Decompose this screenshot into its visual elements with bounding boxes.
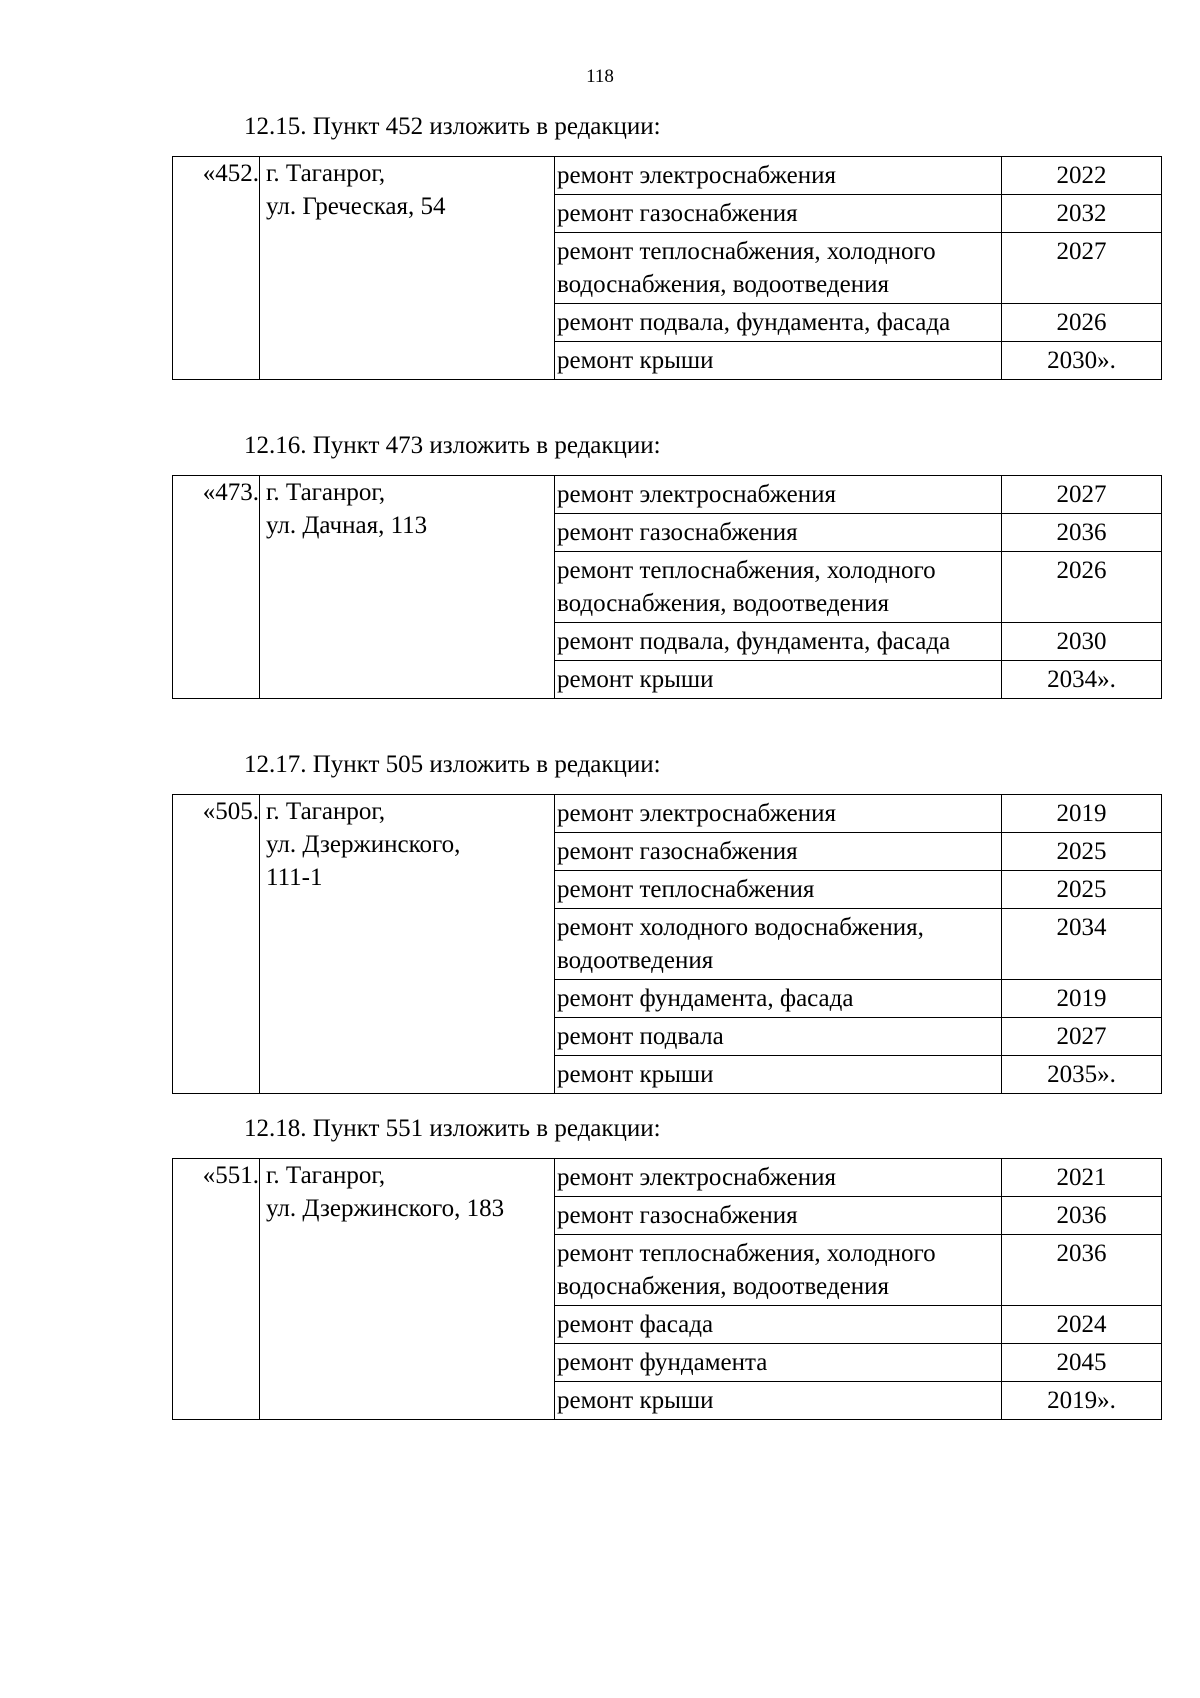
- year-cell: 2019: [1002, 980, 1162, 1018]
- address-line: ул. Дзержинского,: [266, 831, 461, 858]
- work-type-cell: ремонт теплоснабжения, холодного водоснабжения, водоотведения: [555, 1235, 1002, 1306]
- year-cell: 2019: [1002, 795, 1162, 833]
- work-type-cell: ремонт крыши: [555, 342, 1002, 380]
- amendment-section: [172, 112, 1149, 380]
- address-cell: [260, 1159, 555, 1420]
- amendment-table: [172, 475, 1162, 699]
- section-heading: 12.15. Пункт 452 изложить в редакции:: [244, 113, 661, 140]
- address-line: 111-1: [266, 864, 323, 891]
- year-cell: 2027: [1002, 476, 1162, 514]
- work-type-cell: ремонт электроснабжения: [555, 795, 1002, 833]
- table-row: [173, 157, 1162, 195]
- work-type-cell: ремонт газоснабжения: [555, 1197, 1002, 1235]
- work-type-cell: ремонт подвала: [555, 1018, 1002, 1056]
- year-cell: 2035».: [1002, 1056, 1162, 1094]
- work-type-cell: ремонт электроснабжения: [555, 1159, 1002, 1197]
- address-line: г. Таганрог,: [266, 1162, 386, 1189]
- address-cell: [260, 157, 555, 380]
- year-cell: 2022: [1002, 157, 1162, 195]
- address-line: ул. Греческая, 54: [266, 193, 446, 220]
- work-type-cell: ремонт подвала, фундамента, фасада: [555, 623, 1002, 661]
- section-heading: 12.16. Пункт 473 изложить в редакции:: [244, 432, 661, 459]
- table-row: [173, 795, 1162, 833]
- address-line: г. Таганрог,: [266, 479, 386, 506]
- year-cell: 2030: [1002, 623, 1162, 661]
- work-type-cell: ремонт фасада: [555, 1306, 1002, 1344]
- work-type-cell: ремонт электроснабжения: [555, 476, 1002, 514]
- year-cell: 2036: [1002, 1235, 1162, 1306]
- year-cell: 2025: [1002, 833, 1162, 871]
- section-heading: 12.18. Пункт 551 изложить в редакции:: [244, 1115, 661, 1142]
- year-cell: 2027: [1002, 233, 1162, 304]
- year-cell: 2024: [1002, 1306, 1162, 1344]
- amendment-table: [172, 156, 1162, 380]
- year-cell: 2030».: [1002, 342, 1162, 380]
- address-cell: [260, 476, 555, 699]
- work-type-cell: ремонт газоснабжения: [555, 833, 1002, 871]
- section-heading: 12.17. Пункт 505 изложить в редакции:: [244, 751, 661, 778]
- year-cell: 2019».: [1002, 1382, 1162, 1420]
- amendment-section: [172, 1114, 1149, 1420]
- year-cell: 2025: [1002, 871, 1162, 909]
- year-cell: 2036: [1002, 514, 1162, 552]
- year-cell: 2026: [1002, 552, 1162, 623]
- item-number: «505.: [173, 795, 260, 1094]
- address-line: ул. Дзержинского, 183: [266, 1195, 505, 1222]
- table-row: [173, 476, 1162, 514]
- year-cell: 2034: [1002, 909, 1162, 980]
- amendment-section: [172, 750, 1149, 1094]
- item-number: «473.: [173, 476, 260, 699]
- work-type-cell: ремонт фундамента: [555, 1344, 1002, 1382]
- work-type-cell: ремонт электроснабжения: [555, 157, 1002, 195]
- amendment-table: [172, 1158, 1162, 1420]
- work-type-cell: ремонт крыши: [555, 1382, 1002, 1420]
- year-cell: 2032: [1002, 195, 1162, 233]
- address-line: г. Таганрог,: [266, 798, 386, 825]
- amendment-section: [172, 431, 1149, 699]
- year-cell: 2021: [1002, 1159, 1162, 1197]
- work-type-cell: ремонт газоснабжения: [555, 195, 1002, 233]
- address-cell: [260, 795, 555, 1094]
- year-cell: 2026: [1002, 304, 1162, 342]
- table-row: [173, 1159, 1162, 1197]
- page-number: 118: [586, 66, 614, 87]
- year-cell: 2027: [1002, 1018, 1162, 1056]
- work-type-cell: ремонт крыши: [555, 661, 1002, 699]
- year-cell: 2034».: [1002, 661, 1162, 699]
- item-number: «551.: [173, 1159, 260, 1420]
- item-number: «452.: [173, 157, 260, 380]
- work-type-cell: ремонт теплоснабжения: [555, 871, 1002, 909]
- work-type-cell: ремонт теплоснабжения, холодного водоснабжения, водоотведения: [555, 233, 1002, 304]
- work-type-cell: ремонт крыши: [555, 1056, 1002, 1094]
- address-line: г. Таганрог,: [266, 160, 386, 187]
- work-type-cell: ремонт фундамента, фасада: [555, 980, 1002, 1018]
- amendment-table: [172, 794, 1162, 1094]
- year-cell: 2036: [1002, 1197, 1162, 1235]
- work-type-cell: ремонт газоснабжения: [555, 514, 1002, 552]
- year-cell: 2045: [1002, 1344, 1162, 1382]
- address-line: ул. Дачная, 113: [266, 512, 428, 539]
- work-type-cell: ремонт подвала, фундамента, фасада: [555, 304, 1002, 342]
- work-type-cell: ремонт холодного водоснабжения, водоотведения: [555, 909, 1002, 980]
- work-type-cell: ремонт теплоснабжения, холодного водоснабжения, водоотведения: [555, 552, 1002, 623]
